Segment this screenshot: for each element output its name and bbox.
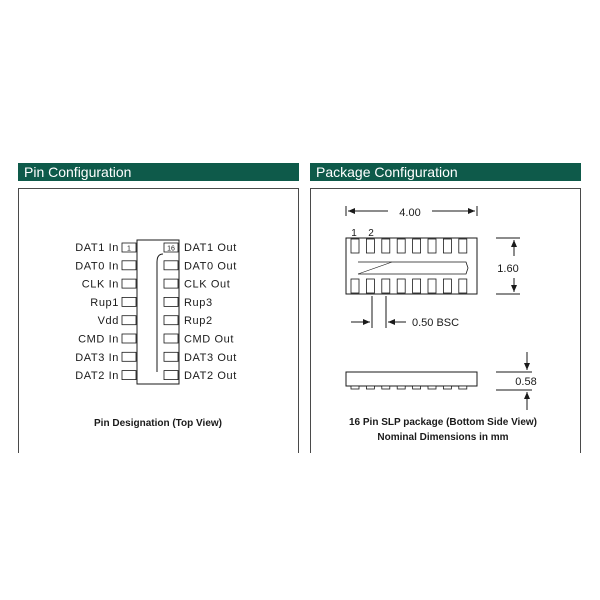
top-pad <box>413 239 421 253</box>
right-pin-box <box>164 297 178 306</box>
bottom-pad <box>443 279 451 293</box>
pin-configuration-header: Pin Configuration <box>18 163 299 181</box>
top-pad <box>397 239 405 253</box>
ic-pin-diagram <box>75 240 237 384</box>
left-pin-label: DAT3 In <box>75 351 119 364</box>
right-pin-label: DAT1 Out <box>184 242 237 254</box>
ic-body-contour <box>157 254 163 372</box>
left-pin-box <box>122 261 136 270</box>
side-view-body <box>346 372 477 386</box>
side-pad <box>413 386 421 389</box>
left-pin-box <box>122 371 136 380</box>
top-pad <box>351 239 359 253</box>
left-pin-label: CLK In <box>81 278 119 291</box>
side-pad <box>397 386 405 389</box>
package-bottom-view <box>346 206 520 329</box>
pin-16-number: 16 <box>167 245 175 253</box>
dim-pitch-label: 0.50 BSC <box>412 317 460 329</box>
left-pin-label: DAT0 In <box>75 260 119 273</box>
left-pin-box <box>122 297 136 306</box>
top-pad <box>459 239 467 253</box>
bottom-pad <box>382 279 390 293</box>
pin-diagram-caption: Pin Designation (Top View) <box>94 418 222 429</box>
left-pin-label: Rup1 <box>90 296 119 309</box>
dim-width-label: 1.60 <box>497 263 519 275</box>
right-pin-label: Rup3 <box>184 296 213 309</box>
right-pin-label: DAT2 Out <box>184 370 237 383</box>
pin-number-1: 1 <box>351 228 357 239</box>
bottom-pad <box>351 279 359 293</box>
top-pad <box>428 239 436 253</box>
dim-length-label: 4.00 <box>399 207 421 219</box>
right-pin-label: Rup2 <box>184 315 213 328</box>
right-pin-label: CLK Out <box>184 278 231 291</box>
right-pin-box <box>164 261 178 270</box>
package-configuration-header: Package Configuration <box>310 163 581 181</box>
side-pad <box>382 386 390 389</box>
left-pin-list <box>75 242 136 382</box>
right-pin-box <box>164 371 178 380</box>
left-pin-box <box>122 352 136 361</box>
left-pin-label: DAT2 In <box>75 370 119 383</box>
package-side-view <box>346 352 537 410</box>
bottom-pad <box>366 279 374 293</box>
bottom-pad <box>397 279 405 293</box>
right-pin-label: DAT3 Out <box>184 351 237 364</box>
right-pin-box <box>164 279 178 288</box>
left-pin-box <box>122 316 136 325</box>
right-pin-label: DAT0 Out <box>184 260 237 273</box>
left-pin-box <box>122 279 136 288</box>
package-outline <box>346 238 477 294</box>
left-pin-label: Vdd <box>97 315 119 328</box>
side-pad <box>366 386 374 389</box>
package-caption-line2: Nominal Dimensions in mm <box>377 432 509 443</box>
side-pad <box>443 386 451 389</box>
bottom-pad-row <box>351 279 467 293</box>
left-pin-label: CMD In <box>78 333 119 346</box>
package-slot-diagonal <box>358 262 392 274</box>
top-pad-row <box>351 239 467 253</box>
pin-number-2: 2 <box>368 228 374 239</box>
side-pad <box>351 386 359 389</box>
right-pin-box <box>164 352 178 361</box>
side-pad <box>428 386 436 389</box>
right-pin-label: CMD Out <box>184 333 235 346</box>
top-pad <box>382 239 390 253</box>
dim-height-label: 0.58 <box>515 376 537 388</box>
top-pad <box>366 239 374 253</box>
bottom-pad <box>459 279 467 293</box>
right-pin-box <box>164 334 178 343</box>
bottom-pad <box>428 279 436 293</box>
left-pin-label: DAT1 In <box>75 242 119 254</box>
right-pin-list <box>164 242 237 382</box>
right-pin-box <box>164 316 178 325</box>
top-pad <box>443 239 451 253</box>
bottom-pad <box>413 279 421 293</box>
pin-1-number: 1 <box>127 245 131 253</box>
package-caption-line1: 16 Pin SLP package (Bottom Side View) <box>348 417 538 428</box>
left-pin-box <box>122 334 136 343</box>
side-pad <box>459 386 467 389</box>
